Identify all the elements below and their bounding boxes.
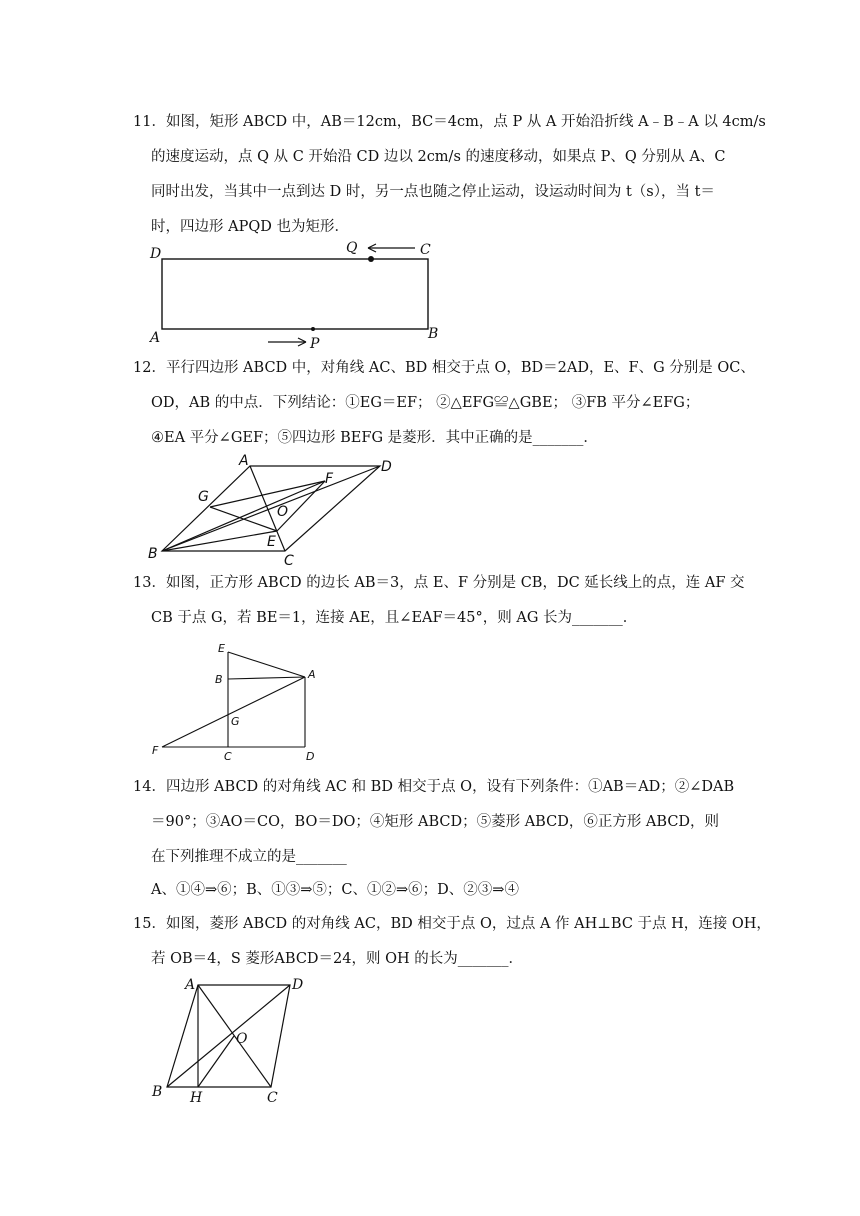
label-B: B [152, 1084, 163, 1100]
problem-13-line-1: 13．如图，正方形 ABCD 的边长 AB＝3，点 E、F 分别是 CB，DC 延长线上的点，连 AF 交 [133, 575, 745, 591]
label-P: P [310, 336, 320, 352]
problem-11-line-1: 11．如图，矩形 ABCD 中，AB＝12cm，BC＝4cm，点 P 从 A 开始沿折线 A﹣B﹣A 以 4cm/s [133, 114, 766, 130]
problem-14-options: A、①④⇒⑥；B、①③⇒⑤；C、①②⇒⑥；D、②③⇒④ [151, 882, 519, 898]
problem-14-line-2: ＝90°；③AO＝CO，BO＝DO；④矩形 ABCD；⑤菱形 ABCD，⑥正方形 ABCD，则 [151, 814, 720, 830]
label-C: C [284, 553, 294, 569]
label-C: C [267, 1090, 278, 1106]
label-E: E [218, 642, 225, 655]
label-A: A [150, 330, 161, 346]
problem-12-line-2: OD，AB 的中点．下列结论：①EG＝EF； ②△EFG≌△GBE； ③FB 平分∠EFG； [151, 395, 700, 411]
label-D: D [150, 246, 162, 262]
label-F: F [152, 744, 159, 757]
problem-12-line-3: ④EA 平分∠GEF；⑤四边形 BEFG 是菱形．其中正确的是_______． [151, 430, 598, 446]
problem-11-line-4: 时，四边形 APQD 也为矩形． [151, 219, 349, 235]
label-H: H [190, 1090, 203, 1106]
problem-13-line-2: CB 于点 G，若 BE＝1，连接 AE，且∠EAF＝45°，则 AG 长为_______． [151, 610, 638, 626]
problem-11-line-3: 同时出发，当其中一点到达 D 时，另一点也随之停止运动，设运动时间为 t（s），当 t＝ [151, 184, 715, 200]
label-F: F [325, 471, 334, 487]
label-G: G [231, 715, 240, 728]
problem-11-line-2: 的速度运动，点 Q 从 C 开始沿 CD 边以 2cm/s 的速度移动，如果点 P、Q 分别从 A、C [151, 149, 726, 165]
label-Q: Q [346, 240, 358, 256]
label-B: B [215, 673, 223, 686]
label-O: O [236, 1031, 248, 1047]
label-C: C [420, 242, 431, 258]
figure-13-square [146, 636, 336, 764]
problem-14-line-3: 在下列推理不成立的是_______ [151, 849, 347, 865]
label-O: O [277, 504, 289, 520]
figure-12-parallelogram [140, 450, 410, 570]
label-C: C [224, 750, 232, 763]
figure-15-rhombus [146, 970, 316, 1106]
label-A: A [239, 453, 249, 469]
label-D: D [292, 977, 304, 993]
problem-15-line-1: 15．如图，菱形 ABCD 的对角线 AC，BD 相交于点 O，过点 A 作 AH⊥BC 于点 H，连接 OH， [133, 916, 771, 932]
label-E: E [267, 534, 276, 550]
figure-11-rectangle [140, 236, 460, 356]
label-B: B [428, 326, 439, 342]
problem-14-line-1: 14．四边形 ABCD 的对角线 AC 和 BD 相交于点 O，设有下列条件：①AB＝AD；②∠DAB [133, 779, 735, 795]
label-D: D [381, 459, 392, 475]
label-G: G [198, 489, 209, 505]
problem-15-line-2: 若 OB＝4，S 菱形ABCD＝24，则 OH 的长为_______． [151, 951, 523, 967]
problem-12-line-1: 12．平行四边形 ABCD 中，对角线 AC、BD 相交于点 O，BD＝2AD，E、F、G 分别是 OC、 [133, 360, 755, 376]
label-A: A [185, 977, 196, 993]
label-B: B [148, 546, 158, 562]
label-D: D [306, 750, 315, 763]
label-A: A [308, 668, 316, 681]
